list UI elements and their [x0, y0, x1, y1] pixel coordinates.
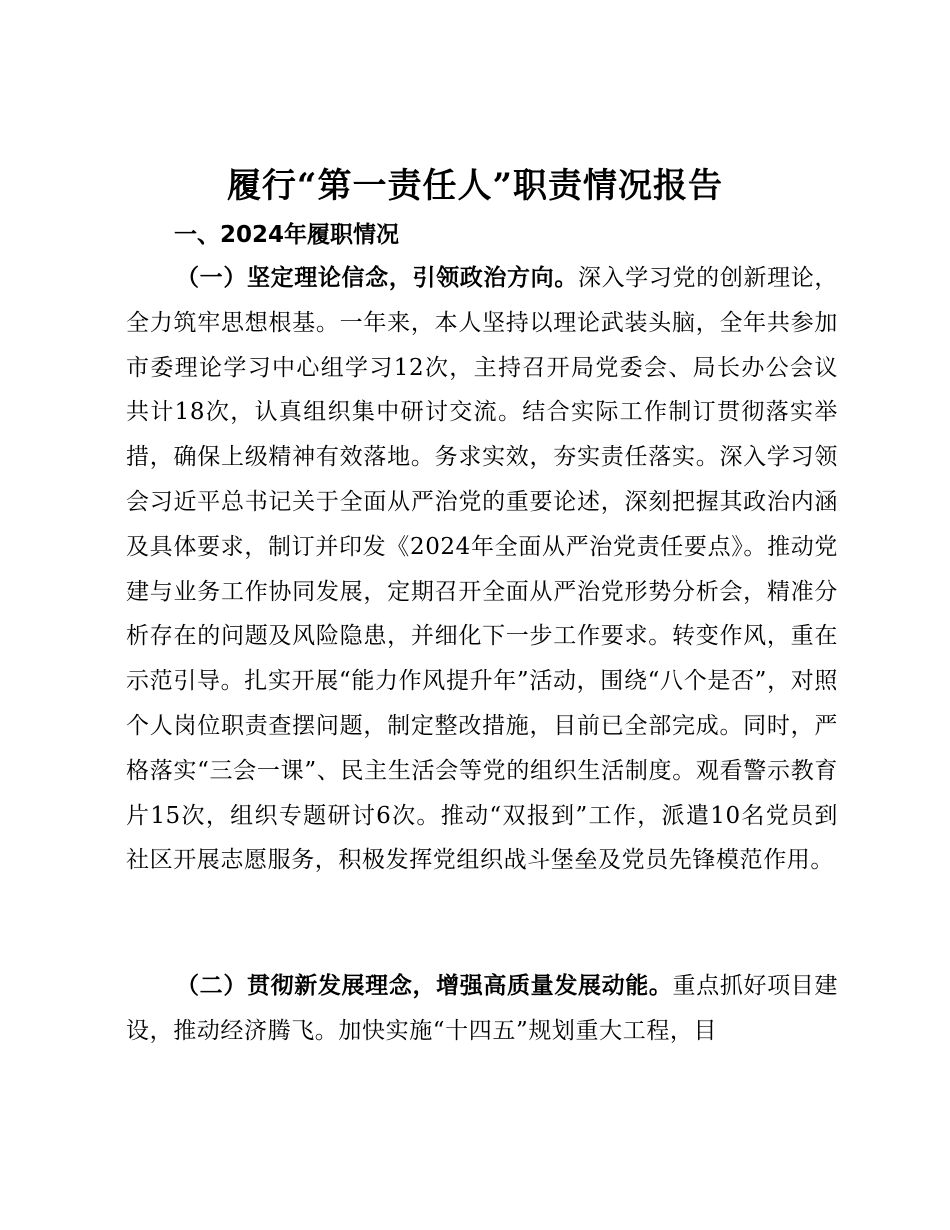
document-title: 履行“第一责任人”职责情况报告: [226, 166, 724, 206]
paragraph-2-text: 重点抓好项目建设，推动经济腾飞。加快实施“十四五”规划重大工程，目: [126, 973, 839, 1044]
paragraph-1: [126, 256, 838, 883]
paragraph-1-text: 深入学习党的创新理论，全力筑牢思想根基。一年来，本人坚持以理论武装头脑，全年共参加市委理论学习中心组学习12次，主持召开局党委会、局长办公会议共计18次，认真组织集中研讨交流。结合实际工作制订贯彻落实举措，确保上级精神有效落地。务求实效，夯实责任落实。深入学习领会习近平总书记关于全面从严治党的重要论述，深刻把握其政治内涵及具体要求，制订并印发《2024年全面从严治党责任要点》。推动党建与业务工作协同发展，定期召开全面从严治党形势分析会，精准分析存在的问题及风险隐患，并细化下一步工作要求。转变作风，重在示范引导。扎实开展“能力作风提升年”活动，围绕“八个是否”，对照个人岗位职责查摆问题，制定整改措施，目前已全部完成。同时，严格落实“三会一课”、民主生活会等党的组织生活制度。观看警示教育片15次，组织专题研讨6次。推动“双报到”工作，派遣10名党员到社区开展志愿服务，积极发挥党组织战斗堡垒及党员先锋模范作用。: [126, 265, 838, 874]
paragraph-2-lead: （二）贯彻新发展理念，增强高质量发展动能。: [176, 972, 673, 999]
paragraph-1-lead: （一）坚定理论信念，引领政治方向。: [176, 264, 578, 291]
section-heading: 一、2024年履职情况: [174, 222, 400, 248]
paragraph-2: [126, 964, 838, 1054]
